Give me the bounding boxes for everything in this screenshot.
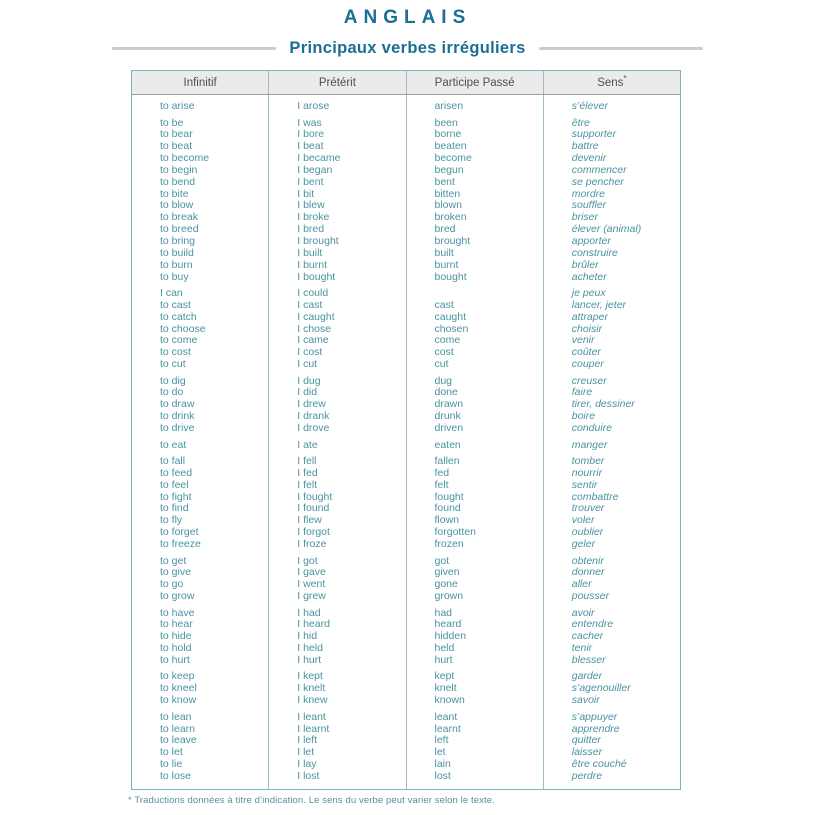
table-cell: brûler <box>571 258 599 271</box>
verb-group <box>435 712 541 783</box>
table-cell: to bend <box>160 175 196 188</box>
table-cell: to buy <box>160 270 189 283</box>
table-cell: heard <box>434 618 462 631</box>
table-cell: briser <box>571 211 599 224</box>
table-cell: caught <box>434 310 467 323</box>
table-cell: hidden <box>434 630 467 643</box>
column-header-preterit: Prétérit <box>268 71 405 94</box>
table-cell: to cost <box>160 346 191 359</box>
table-cell: to eat <box>160 438 187 451</box>
table-cell: to drink <box>160 410 195 423</box>
table-cell: chosen <box>434 322 469 335</box>
table-cell: I began <box>297 163 333 176</box>
table-cell: kept <box>434 670 455 683</box>
table-cell: s’agenouiller <box>571 682 631 695</box>
table-cell: conduire <box>571 422 613 434</box>
table-cell: I chose <box>297 322 332 335</box>
table-cell: I bought <box>297 270 336 283</box>
table-cell: I caught <box>297 310 335 323</box>
table-cell: perdre <box>571 769 603 782</box>
table-cell: to hurt <box>160 653 190 666</box>
table-cell: to hear <box>160 618 193 631</box>
table-cell: attraper <box>571 310 608 323</box>
verb-group <box>435 456 541 551</box>
table-cell: left <box>434 734 449 747</box>
table-cell: to break <box>160 211 198 224</box>
table-cell: I ate <box>297 438 318 451</box>
table-cell: tomber <box>571 455 605 468</box>
table-cell: bent <box>434 175 455 188</box>
table-cell: to fall <box>160 455 186 468</box>
table-cell: blown <box>434 199 462 212</box>
table-cell: to catch <box>160 310 197 323</box>
verb-group <box>160 556 266 603</box>
table-cell: I can <box>160 287 183 300</box>
table-cell: boire <box>571 410 596 423</box>
table-cell: I cut <box>297 358 318 371</box>
table-cell: I lay <box>297 758 317 771</box>
page-title: ANGLAIS <box>343 7 472 28</box>
table-cell: quitter <box>571 734 601 747</box>
table-cell: couper <box>571 358 604 371</box>
table-cell: broken <box>434 211 467 224</box>
table-cell: blesser <box>571 653 606 666</box>
table-cell: to bring <box>160 234 196 247</box>
table-cell: to beat <box>160 140 193 153</box>
table-cell: to feed <box>160 466 193 479</box>
table-cell: I did <box>297 386 318 399</box>
table-cell: I burnt <box>297 258 328 271</box>
table-cell: leant <box>434 710 458 723</box>
table-cell: cut <box>434 358 449 371</box>
table-cell: to bite <box>160 187 189 200</box>
table-cell: supporter <box>571 128 617 141</box>
table-cell: creuser <box>571 374 607 387</box>
table-cell: cacher <box>571 630 604 643</box>
table-cell: I heard <box>297 618 330 631</box>
table-cell: I had <box>297 606 321 619</box>
table-cell: faire <box>571 386 593 399</box>
table-cell: I kept <box>297 670 323 683</box>
table-cell: trouver <box>571 502 605 515</box>
verb-group <box>160 440 266 452</box>
table-cell: cost <box>434 346 454 359</box>
table-cell: pousser <box>571 590 610 603</box>
table-cell: dug <box>434 374 453 387</box>
table-cell: found <box>434 502 461 515</box>
table-cell: acheter <box>571 270 607 283</box>
table-cell: I was <box>297 116 322 129</box>
table-cell: driven <box>434 422 464 434</box>
table-cell: to become <box>160 152 210 165</box>
table-cell: become <box>434 152 472 165</box>
table-body <box>132 95 680 789</box>
table-cell: to lean <box>160 710 192 723</box>
table-cell: to hold <box>160 642 192 655</box>
table-cell: I bit <box>297 187 315 200</box>
verb-group <box>435 671 541 707</box>
table-cell: to grow <box>160 590 195 603</box>
table-cell: beaten <box>434 140 467 153</box>
table-cell: to be <box>160 116 184 129</box>
table-cell: fed <box>434 466 450 479</box>
table-cell: manger <box>571 438 608 451</box>
verb-group <box>572 456 678 551</box>
verb-group <box>297 712 403 783</box>
table-cell: to cut <box>160 358 186 371</box>
table-cell: I became <box>297 152 341 165</box>
table-cell: frozen <box>434 537 464 550</box>
table-cell: knelt <box>434 682 457 695</box>
table-cell: begun <box>434 163 464 176</box>
table-cell: to burn <box>160 258 193 271</box>
table-cell: to arise <box>160 100 195 112</box>
table-cell: to bear <box>160 128 193 141</box>
table-cell: to do <box>160 386 184 399</box>
verb-group <box>160 288 266 371</box>
table-cell: I flew <box>297 514 322 527</box>
table-cell: mordre <box>571 187 606 200</box>
table-cell: held <box>434 642 455 655</box>
table-cell: coûter <box>571 346 601 359</box>
table-cell: drawn <box>434 398 464 411</box>
verb-group <box>297 101 403 113</box>
verb-group <box>297 118 403 284</box>
table-cell: I blew <box>297 199 325 212</box>
table-cell: to dig <box>160 374 186 387</box>
verb-group <box>297 608 403 667</box>
verb-group <box>297 376 403 435</box>
table-cell: obtenir <box>571 554 604 567</box>
table-cell: brought <box>434 234 471 247</box>
verb-group <box>435 440 541 452</box>
table-cell: apprendre <box>571 722 620 735</box>
table-cell: battre <box>571 140 599 153</box>
subtitle-right-rule <box>539 47 703 50</box>
table-column-infinitif <box>132 95 268 789</box>
table-cell: been <box>434 116 458 129</box>
verb-group <box>572 376 678 435</box>
table-cell: I held <box>297 642 323 655</box>
table-column-sens <box>543 95 680 789</box>
table-header-row <box>132 71 680 95</box>
table-cell: I hurt <box>297 653 322 666</box>
table-cell: arisen <box>434 100 464 112</box>
table-cell: to kneel <box>160 682 197 695</box>
verb-group <box>572 556 678 603</box>
subtitle-row <box>0 39 815 58</box>
table-cell: je peux <box>571 287 606 300</box>
table-cell: I fell <box>297 455 317 468</box>
column-header-sens: Sens* <box>543 71 680 94</box>
table-cell: s’élever <box>571 100 608 112</box>
table-cell: to build <box>160 246 194 259</box>
verb-group <box>435 556 541 603</box>
verb-group <box>160 671 266 707</box>
table-cell: oublier <box>571 526 604 539</box>
table-cell: lost <box>434 769 451 782</box>
verb-group <box>435 288 541 371</box>
table-cell: être couché <box>571 758 627 771</box>
table-cell: to come <box>160 334 198 347</box>
table-cell: to learn <box>160 722 196 735</box>
column-header-participe-passe: Participe Passé <box>406 71 543 94</box>
table-cell: laisser <box>571 746 603 759</box>
table-cell: apporter <box>571 234 611 247</box>
table-cell: être <box>571 116 590 129</box>
table-cell: I let <box>297 746 315 759</box>
table-cell: I grew <box>297 590 326 603</box>
table-cell: to have <box>160 606 195 619</box>
column-header-infinitif: Infinitif <box>183 77 217 89</box>
table-cell: done <box>434 386 458 399</box>
table-cell: to breed <box>160 223 199 236</box>
table-cell: to get <box>160 554 187 567</box>
table-cell: geler <box>571 537 596 550</box>
verb-group <box>297 671 403 707</box>
table-cell: sentir <box>571 478 598 491</box>
table-cell: got <box>434 554 450 567</box>
table-cell: to blow <box>160 199 194 212</box>
table-cell: to forget <box>160 526 199 539</box>
table-cell: I got <box>297 554 318 567</box>
table-cell: I gave <box>297 566 326 579</box>
verb-group <box>572 608 678 667</box>
table-cell: I forgot <box>297 526 330 539</box>
table-cell: I knew <box>297 694 328 707</box>
verb-group <box>297 440 403 452</box>
table-cell: to draw <box>160 398 195 411</box>
table-cell: to lie <box>160 758 183 771</box>
table-cell: I found <box>297 502 330 515</box>
verb-group <box>297 456 403 551</box>
table-cell: I came <box>297 334 329 347</box>
verb-group <box>572 671 678 707</box>
table-cell: I bore <box>297 128 325 141</box>
footnote: * Traductions données à titre d’indication. Le sens du verbe peut varier selon le texte. <box>128 795 495 806</box>
table-cell: borne <box>434 128 462 141</box>
table-cell: to know <box>160 694 197 707</box>
table-cell: combattre <box>571 490 619 503</box>
verb-group <box>572 712 678 783</box>
table-cell: I could <box>297 287 329 300</box>
table-cell: to find <box>160 502 189 515</box>
table-cell: tenir <box>571 642 593 655</box>
table-cell: élever (animal) <box>571 223 642 236</box>
table-cell: cast <box>434 298 454 311</box>
table-cell: I cost <box>297 346 323 359</box>
irregular-verbs-table <box>131 70 681 790</box>
table-cell: grown <box>434 590 464 603</box>
verb-group <box>435 118 541 284</box>
table-cell: devenir <box>571 152 607 165</box>
table-cell: I broke <box>297 211 330 224</box>
table-cell: souffler <box>571 199 607 212</box>
table-cell: felt <box>434 478 449 491</box>
table-cell: to choose <box>160 322 206 335</box>
table-cell: venir <box>571 334 595 347</box>
table-cell: to keep <box>160 670 195 683</box>
verb-group <box>160 376 266 435</box>
table-cell: I learnt <box>297 722 330 735</box>
verb-group <box>160 608 266 667</box>
table-cell: tirer, dessiner <box>571 398 635 411</box>
table-cell: to leave <box>160 734 197 747</box>
table-cell: I dug <box>297 374 321 387</box>
table-cell: aller <box>571 578 592 591</box>
table-cell: I fed <box>297 466 318 479</box>
table-cell: to begin <box>160 163 198 176</box>
table-cell: I fought <box>297 490 333 503</box>
verb-group <box>160 118 266 284</box>
table-cell: I drove <box>297 422 330 434</box>
table-cell: lancer, jeter <box>571 298 627 311</box>
table-cell: donner <box>571 566 605 579</box>
verb-group <box>435 608 541 667</box>
table-cell: voler <box>571 514 595 527</box>
table-cell: entendre <box>571 618 614 631</box>
table-cell: to go <box>160 578 184 591</box>
table-cell: choisir <box>571 322 603 335</box>
table-cell: gone <box>434 578 458 591</box>
table-cell: I went <box>297 578 326 591</box>
verb-group <box>572 440 678 452</box>
table-cell: I hid <box>297 630 318 643</box>
table-cell: nourrir <box>571 466 603 479</box>
table-cell: I brought <box>297 234 339 247</box>
verb-group <box>297 556 403 603</box>
table-cell: come <box>434 334 461 347</box>
verb-group <box>572 288 678 371</box>
table-cell: drunk <box>434 410 461 423</box>
verb-group <box>160 712 266 783</box>
subtitle-left-rule <box>112 47 276 50</box>
footnote-asterisk: * <box>623 74 627 84</box>
table-cell: fallen <box>434 455 460 468</box>
table-cell: I froze <box>297 537 327 550</box>
table-cell: had <box>434 606 453 619</box>
table-cell: burnt <box>434 258 459 271</box>
verb-group <box>572 118 678 284</box>
table-cell: s’appuyer <box>571 710 618 723</box>
table-cell: to feel <box>160 478 189 491</box>
table-cell: flown <box>434 514 460 527</box>
table-cell: I knelt <box>297 682 326 695</box>
table-cell: to freeze <box>160 537 201 550</box>
table-cell: learnt <box>434 722 461 735</box>
table-cell: commencer <box>571 163 627 176</box>
table-cell: I arose <box>297 100 330 112</box>
table-cell: to let <box>160 746 183 759</box>
verb-group <box>572 101 678 113</box>
table-cell: I bred <box>297 223 325 236</box>
table-cell: eaten <box>434 438 461 451</box>
table-cell: to fly <box>160 514 183 527</box>
verb-group <box>160 456 266 551</box>
table-cell: given <box>434 566 460 579</box>
table-cell: let <box>434 746 446 759</box>
table-cell: savoir <box>571 694 600 707</box>
table-cell: construire <box>571 246 618 259</box>
table-cell: fought <box>434 490 464 503</box>
table-cell: bitten <box>434 187 461 200</box>
table-cell: I built <box>297 246 323 259</box>
table-cell: I left <box>297 734 318 747</box>
table-cell: built <box>434 246 454 259</box>
table-cell: lain <box>434 758 451 771</box>
table-cell: avoir <box>571 606 595 619</box>
table-cell: I bent <box>297 175 324 188</box>
table-cell: bought <box>434 270 467 283</box>
table-cell: known <box>434 694 465 707</box>
table-cell: I drew <box>297 398 326 411</box>
table-cell: forgotten <box>434 526 476 539</box>
table-cell: bred <box>434 223 456 236</box>
table-cell: to lose <box>160 769 191 782</box>
table-cell: se pencher <box>571 175 624 188</box>
verb-group <box>435 376 541 435</box>
table-cell: hurt <box>434 653 453 666</box>
verb-group <box>435 101 541 113</box>
table-cell: I lost <box>297 769 320 782</box>
table-column-preterit <box>268 95 405 789</box>
table-cell: I drank <box>297 410 330 423</box>
verb-group <box>160 101 266 113</box>
table-cell: to fight <box>160 490 192 503</box>
table-cell: garder <box>571 670 603 683</box>
verb-group <box>297 288 403 371</box>
table-cell: to drive <box>160 422 195 434</box>
table-cell: I cast <box>297 298 323 311</box>
table-cell: I beat <box>297 140 324 153</box>
table-cell: I leant <box>297 710 326 723</box>
table-cell: to give <box>160 566 191 579</box>
table-column-participe-passe <box>406 95 543 789</box>
table-cell: I felt <box>297 478 318 491</box>
table-cell: to cast <box>160 298 191 311</box>
page-subtitle: Principaux verbes irréguliers <box>289 39 526 57</box>
table-cell: to hide <box>160 630 192 643</box>
